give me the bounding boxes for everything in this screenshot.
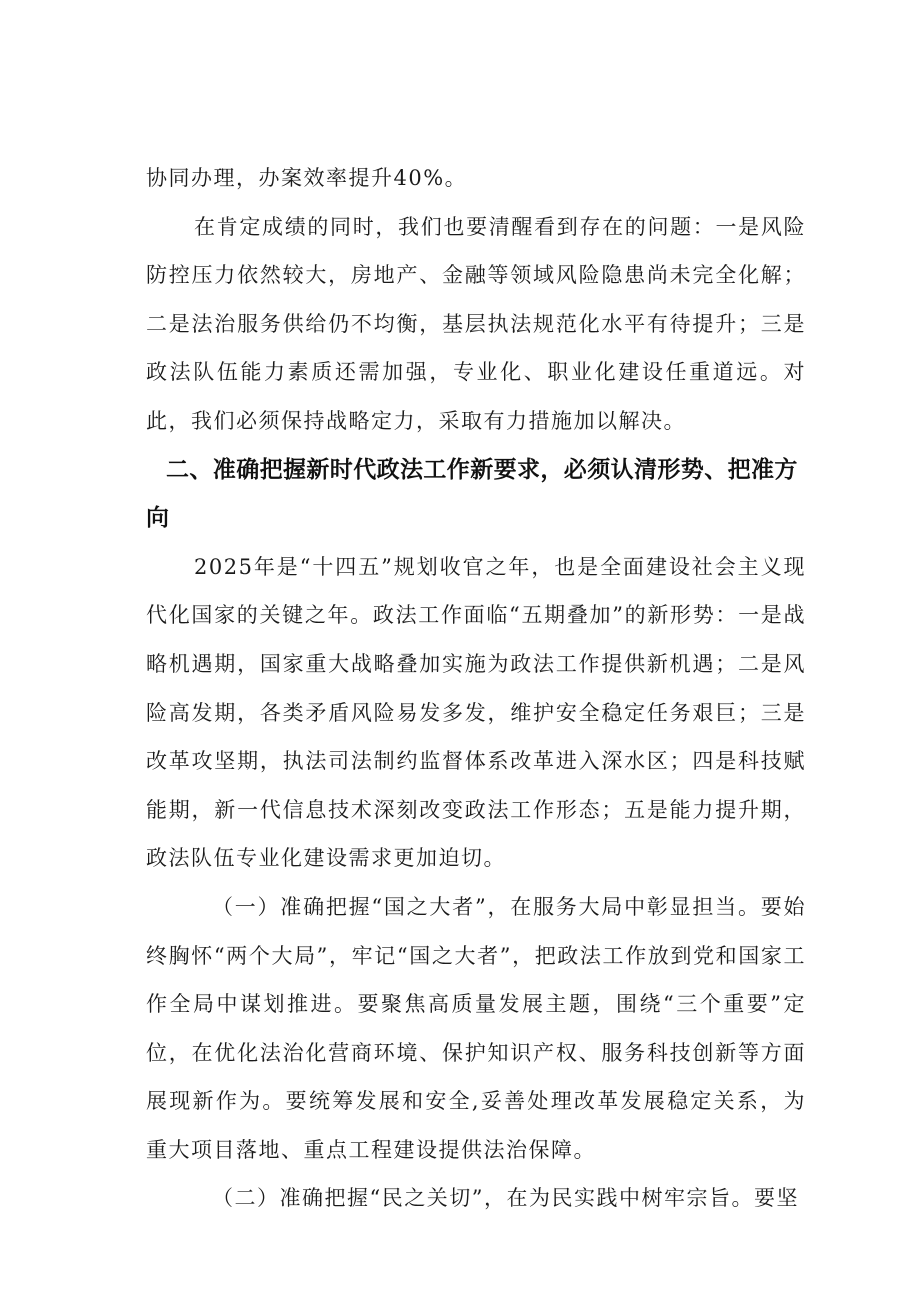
paragraph-problems: 在肯定成绩的同时，我们也要清醒看到存在的问题：一是风险防控压力依然较大，房地产、金融等领域风险隐患尚未完全化解；二是法治服务供给仍不均衡，基层执法规范化水平有待提升；三是政法队伍能力素质还需加强，专业化、职业化建设任重道远。对此，我们必须保持战略定力，采取有力措施加以解决。 (146, 214, 806, 433)
section-heading-text: 二、准确把握新时代政法工作新要求，必须认清形势、把准方向 (146, 456, 798, 532)
section-heading (146, 446, 806, 543)
paragraph-situation: 2025年是“十四五”规划收官之年，也是全面建设社会主义现代化国家的关键之年。政法工作面临“五期叠加”的新形势：一是战略机遇期，国家重大战略叠加实施为政法工作提供新机遇；二是风险高发期，各类矛盾风险易发多发，维护安全稳定任务艰巨；三是改革攻坚期，执法司法制约监督体系改革进入深水区；四是科技赋能期，新一代信息技术深刻改变政法工作形态；五是能力提升期，政法队伍专业化建设需求更加迫切。 (146, 554, 806, 871)
paragraph-subsection-1: （一）准确把握“国之大者”，在服务大局中彰显担当。要始终胸怀“两个大局”，牢记“国之大者”，把政法工作放到党和国家工作全局中谋划推进。要聚焦高质量发展主题，围绕“三个重要”定位，在优化法治化营商环境、保护知识产权、服务科技创新等方面展现新作为。要统筹发展和安全,妥善处理改革发展稳定关系，为重大项目落地、重点工程建设提供法治保障。 (146, 894, 806, 1162)
paragraph-subsection-2: （二）准确把握“民之关切”，在为民实践中树牢宗旨。要坚 (212, 1186, 799, 1211)
paragraph-continuation: 协同办理，办案效率提升40%。 (146, 166, 468, 190)
document-body (146, 154, 806, 1223)
